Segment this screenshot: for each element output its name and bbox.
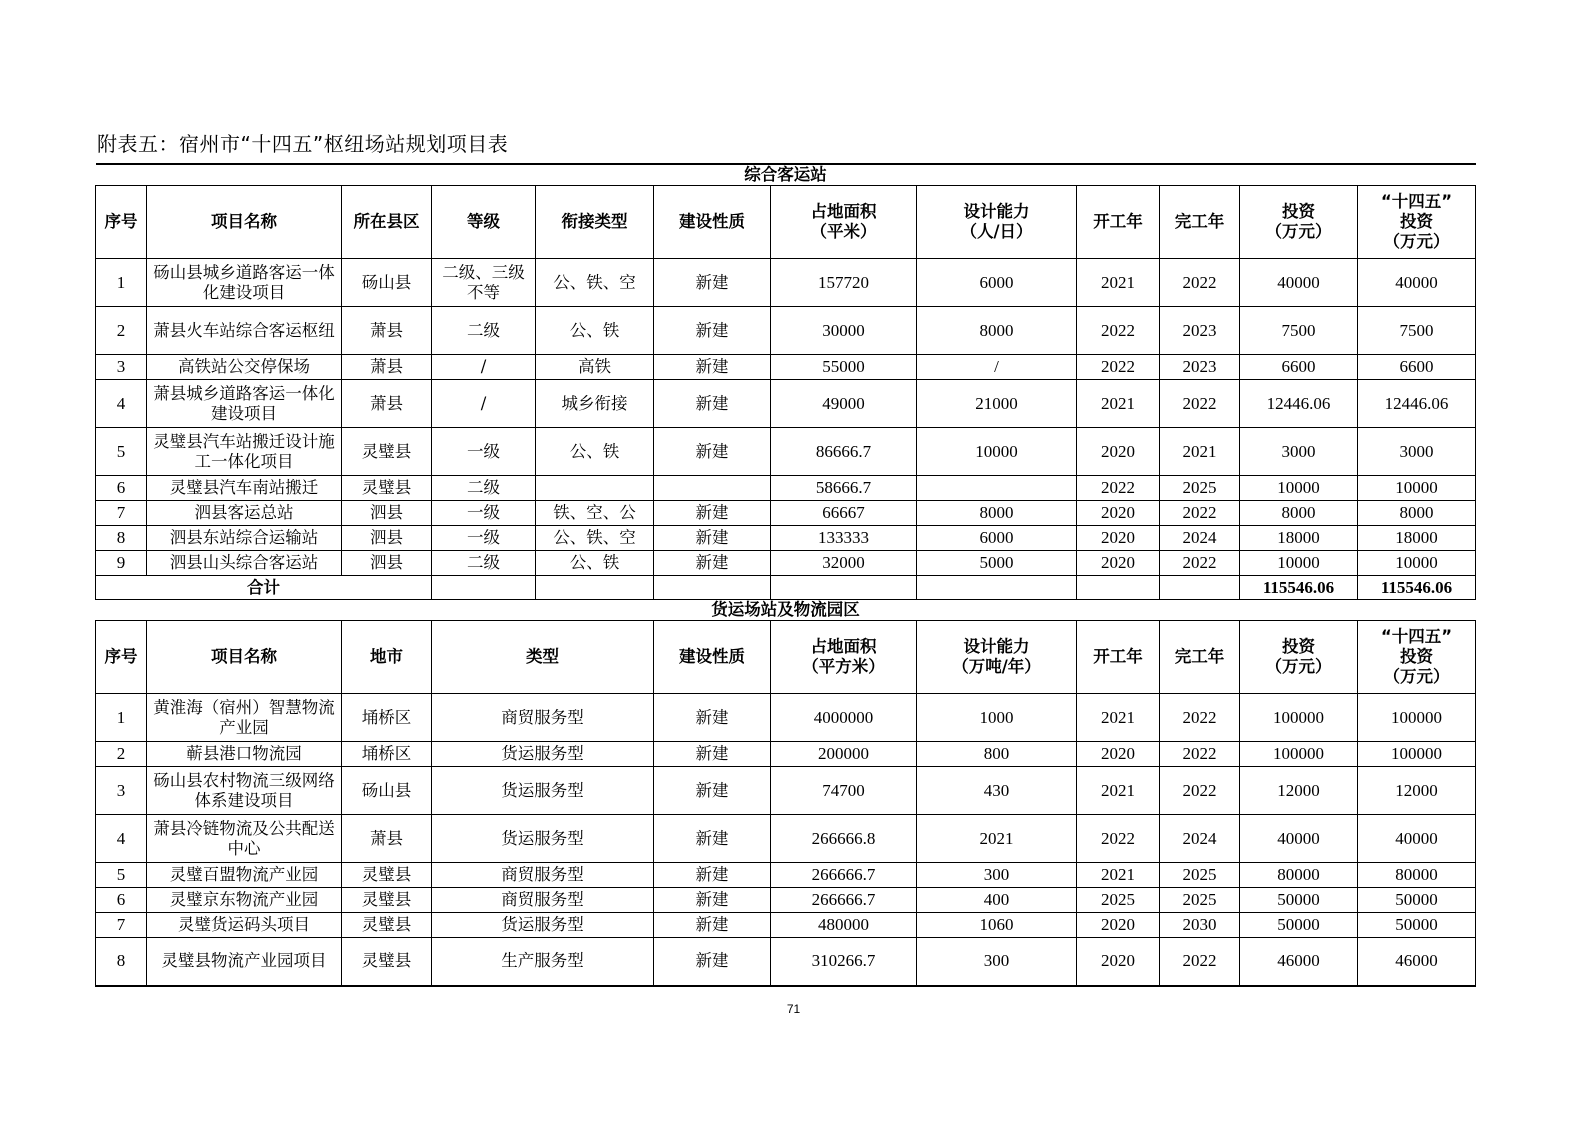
table-cell: 10000 [1358, 476, 1476, 501]
table-cell: 灵璧县 [342, 888, 432, 913]
table-cell: 一级 [432, 526, 536, 551]
section-heading-row [96, 164, 1476, 186]
table-cell: 高铁站公交停保场 [147, 355, 342, 380]
table-cell: 157720 [771, 259, 917, 307]
table-cell: 2022 [1160, 767, 1240, 815]
table-cell: 2022 [1077, 307, 1160, 355]
table-cell: 40000 [1240, 815, 1358, 863]
table-cell: 300 [917, 863, 1077, 888]
table-cell: 40000 [1358, 259, 1476, 307]
column-header: 占地面积 （平米） [771, 186, 917, 259]
table-cell: 萧县 [342, 355, 432, 380]
column-header: 衔接类型 [536, 186, 654, 259]
table-cell: 5 [96, 428, 147, 476]
table-cell: 埇桥区 [342, 742, 432, 767]
table-cell: 城乡衔接 [536, 380, 654, 428]
column-header: 地市 [342, 621, 432, 694]
table-cell: 10000 [1240, 551, 1358, 576]
table-cell: 泗县 [342, 526, 432, 551]
table-cell: 公、铁、空 [536, 259, 654, 307]
column-header: 开工年 [1077, 621, 1160, 694]
table-cell: 灵璧县 [342, 428, 432, 476]
column-header: 投资 （万元） [1240, 186, 1358, 259]
table-cell: 80000 [1358, 863, 1476, 888]
table-cell: 新建 [654, 551, 771, 576]
table-cell: 5000 [917, 551, 1077, 576]
table-cell: 2022 [1160, 551, 1240, 576]
table-cell: 10000 [917, 428, 1077, 476]
table-cell: 7 [96, 913, 147, 938]
table-cell: 2020 [1077, 742, 1160, 767]
column-header: 项目名称 [147, 621, 342, 694]
table-cell: 50000 [1240, 913, 1358, 938]
table-cell: 萧县城乡道路客运一体化建设项目 [147, 380, 342, 428]
header-row [96, 186, 1476, 259]
table-cell: 二级 [432, 476, 536, 501]
table-cell: 公、铁 [536, 307, 654, 355]
total-row [96, 576, 1476, 600]
table-cell: 46000 [1240, 938, 1358, 986]
table-cell [654, 476, 771, 501]
table-cell: 新建 [654, 938, 771, 986]
table-cell: 480000 [771, 913, 917, 938]
table-cell: 4 [96, 380, 147, 428]
table-cell: 砀山县农村物流三级网络体系建设项目 [147, 767, 342, 815]
table-cell: 公、铁 [536, 428, 654, 476]
table-cell: 12446.06 [1240, 380, 1358, 428]
table-cell: 泗县 [342, 551, 432, 576]
table-cell: 266666.8 [771, 815, 917, 863]
table-cell: 萧县火车站综合客运枢纽 [147, 307, 342, 355]
table-cell: 80000 [1240, 863, 1358, 888]
table-cell: 2022 [1160, 259, 1240, 307]
empty-cell [917, 576, 1077, 600]
table-cell: 10000 [1240, 476, 1358, 501]
table-cell: 砀山县 [342, 767, 432, 815]
column-header: 开工年 [1077, 186, 1160, 259]
table-cell: 40000 [1358, 815, 1476, 863]
table-cell: 46000 [1358, 938, 1476, 986]
table-cell: 200000 [771, 742, 917, 767]
table-cell: 萧县 [342, 815, 432, 863]
table-cell: 灵璧县 [342, 863, 432, 888]
table-row [96, 307, 1476, 355]
column-header: 类型 [432, 621, 654, 694]
table-cell: 新建 [654, 863, 771, 888]
table-cell: 4000000 [771, 694, 917, 742]
table-cell: 新建 [654, 355, 771, 380]
table-cell: 泗县客运总站 [147, 501, 342, 526]
table-cell: 74700 [771, 767, 917, 815]
column-header: 完工年 [1160, 621, 1240, 694]
table-cell: 2020 [1077, 526, 1160, 551]
table-cell: 新建 [654, 815, 771, 863]
table-cell: 1 [96, 694, 147, 742]
table-cell: 二级、三级不等 [432, 259, 536, 307]
table-cell: 2022 [1077, 355, 1160, 380]
table-row [96, 694, 1476, 742]
table-cell: 2022 [1160, 742, 1240, 767]
column-header: “十四五” 投资 （万元） [1358, 621, 1476, 694]
table-cell: 2020 [1077, 938, 1160, 986]
table-cell: 8000 [1358, 501, 1476, 526]
section-heading-row [96, 600, 1476, 621]
table-cell: 商贸服务型 [432, 888, 654, 913]
table-cell: 新建 [654, 888, 771, 913]
empty-cell [1077, 576, 1160, 600]
table-cell: 10000 [1358, 551, 1476, 576]
column-header: 建设性质 [654, 186, 771, 259]
column-header: 设计能力 （万吨/年） [917, 621, 1077, 694]
table-cell: 砀山县城乡道路客运一体化建设项目 [147, 259, 342, 307]
table-cell: 50000 [1358, 888, 1476, 913]
table-cell: 18000 [1358, 526, 1476, 551]
table-cell: 砀山县 [342, 259, 432, 307]
table-cell: 2020 [1077, 913, 1160, 938]
table-cell: 2022 [1077, 476, 1160, 501]
table-cell [917, 476, 1077, 501]
freight-section [96, 600, 1476, 986]
table-cell: 6 [96, 476, 147, 501]
table-cell: 新建 [654, 742, 771, 767]
header-row [96, 621, 1476, 694]
table-row [96, 888, 1476, 913]
table-cell: 8000 [1240, 501, 1358, 526]
table-cell: 2021 [1077, 259, 1160, 307]
table-cell: 灵璧县汽车南站搬迁 [147, 476, 342, 501]
page-number: 71 [786, 1002, 801, 1016]
table-cell: 泗县 [342, 501, 432, 526]
table-cell: 2020 [1077, 501, 1160, 526]
table-row [96, 526, 1476, 551]
table-cell: 货运服务型 [432, 913, 654, 938]
table-cell: 6 [96, 888, 147, 913]
table-cell: 2 [96, 742, 147, 767]
table-cell: 新建 [654, 913, 771, 938]
table-cell: 49000 [771, 380, 917, 428]
empty-cell [1160, 576, 1240, 600]
table-cell: 18000 [1240, 526, 1358, 551]
table-cell: 新建 [654, 526, 771, 551]
table-cell: 6600 [1358, 355, 1476, 380]
table-cell: 12000 [1358, 767, 1476, 815]
table-cell: 高铁 [536, 355, 654, 380]
table-cell: 商贸服务型 [432, 694, 654, 742]
table-cell: 2024 [1160, 526, 1240, 551]
table-cell: 货运服务型 [432, 742, 654, 767]
column-header: 等级 [432, 186, 536, 259]
table-cell: 灵璧县物流产业园项目 [147, 938, 342, 986]
column-header: 投资 （万元） [1240, 621, 1358, 694]
empty-cell [432, 576, 536, 600]
planning-table [95, 163, 1476, 987]
table-cell: 86666.7 [771, 428, 917, 476]
table-cell: 2020 [1077, 428, 1160, 476]
column-header: 占地面积 （平方米） [771, 621, 917, 694]
table-cell: 2024 [1160, 815, 1240, 863]
table-cell: 100000 [1240, 742, 1358, 767]
table-cell: 2023 [1160, 355, 1240, 380]
table-row [96, 380, 1476, 428]
table-cell: 266666.7 [771, 863, 917, 888]
table-cell: 100000 [1240, 694, 1358, 742]
table-cell: 新建 [654, 694, 771, 742]
table-cell: 公、铁 [536, 551, 654, 576]
table-cell: 新建 [654, 501, 771, 526]
table-row [96, 355, 1476, 380]
column-header: 建设性质 [654, 621, 771, 694]
table-cell: 2021 [1160, 428, 1240, 476]
table-row [96, 501, 1476, 526]
table-cell: 8000 [917, 307, 1077, 355]
table-cell: 5 [96, 863, 147, 888]
table-cell: 2020 [1077, 551, 1160, 576]
table-cell: 新建 [654, 380, 771, 428]
table-cell: 灵璧县 [342, 476, 432, 501]
table-cell: 100000 [1358, 694, 1476, 742]
table-row [96, 938, 1476, 986]
table-cell: 58666.7 [771, 476, 917, 501]
table-cell: 50000 [1240, 888, 1358, 913]
table-cell: 6600 [1240, 355, 1358, 380]
table-cell: 2022 [1160, 501, 1240, 526]
table-cell: / [917, 355, 1077, 380]
table-cell: 50000 [1358, 913, 1476, 938]
table-cell: 2022 [1160, 938, 1240, 986]
table-cell: 灵璧县 [342, 938, 432, 986]
table-cell: 灵璧货运码头项目 [147, 913, 342, 938]
table-cell: 一级 [432, 501, 536, 526]
empty-cell [536, 576, 654, 600]
table-cell: 生产服务型 [432, 938, 654, 986]
table-cell: 8000 [917, 501, 1077, 526]
table-cell: 货运服务型 [432, 767, 654, 815]
table-cell: 310266.7 [771, 938, 917, 986]
column-header: 完工年 [1160, 186, 1240, 259]
table-cell: 4 [96, 815, 147, 863]
total-invest: 115546.06 [1240, 576, 1358, 600]
table-cell: 7500 [1240, 307, 1358, 355]
table-cell: / [432, 355, 536, 380]
table-row [96, 428, 1476, 476]
table-cell: 2022 [1160, 380, 1240, 428]
table-cell: 新建 [654, 307, 771, 355]
table-row [96, 815, 1476, 863]
table-cell: 蕲县港口物流园 [147, 742, 342, 767]
table-cell: 2023 [1160, 307, 1240, 355]
table-cell: 2030 [1160, 913, 1240, 938]
table-cell: 1 [96, 259, 147, 307]
table-cell: / [432, 380, 536, 428]
table-cell: 12446.06 [1358, 380, 1476, 428]
table-cell: 新建 [654, 259, 771, 307]
table-cell: 灵璧县汽车站搬迁设计施工一体化项目 [147, 428, 342, 476]
table-cell: 400 [917, 888, 1077, 913]
table-cell: 7500 [1358, 307, 1476, 355]
table-cell: 3000 [1358, 428, 1476, 476]
passenger-section [96, 164, 1476, 600]
table-cell: 萧县 [342, 307, 432, 355]
table-cell: 埇桥区 [342, 694, 432, 742]
column-header: “十四五” 投资 （万元） [1358, 186, 1476, 259]
table-cell: 6000 [917, 526, 1077, 551]
table-cell: 2 [96, 307, 147, 355]
empty-cell [654, 576, 771, 600]
total-label: 合计 [96, 576, 432, 600]
table-cell: 货运服务型 [432, 815, 654, 863]
table-cell: 3 [96, 767, 147, 815]
table-cell: 1000 [917, 694, 1077, 742]
table-row [96, 259, 1476, 307]
table-cell: 100000 [1358, 742, 1476, 767]
table-cell: 32000 [771, 551, 917, 576]
column-header: 设计能力 （人/日） [917, 186, 1077, 259]
table-cell: 泗县山头综合客运站 [147, 551, 342, 576]
table-cell: 灵璧县 [342, 913, 432, 938]
column-header: 序号 [96, 621, 147, 694]
table-cell: 萧县冷链物流及公共配送中心 [147, 815, 342, 863]
table-cell: 133333 [771, 526, 917, 551]
table-cell: 2025 [1160, 863, 1240, 888]
table-cell: 12000 [1240, 767, 1358, 815]
section-heading: 货运场站及物流园区 [96, 600, 1476, 621]
table-cell: 2021 [1077, 694, 1160, 742]
table-cell: 2022 [1077, 815, 1160, 863]
table-cell: 300 [917, 938, 1077, 986]
table-cell: 800 [917, 742, 1077, 767]
table-cell: 7 [96, 501, 147, 526]
table-row [96, 476, 1476, 501]
table-cell: 2021 [1077, 863, 1160, 888]
table-cell: 二级 [432, 551, 536, 576]
page-title: 附表五：宿州市“十四五”枢纽场站规划项目表 [97, 132, 509, 156]
table-cell: 新建 [654, 767, 771, 815]
table-cell: 8 [96, 938, 147, 986]
table-row [96, 742, 1476, 767]
table-cell: 商贸服务型 [432, 863, 654, 888]
table-cell: 2021 [1077, 380, 1160, 428]
table-cell: 泗县东站综合运输站 [147, 526, 342, 551]
empty-cell [771, 576, 917, 600]
table-cell: 8 [96, 526, 147, 551]
table-cell: 2025 [1160, 476, 1240, 501]
section-heading: 综合客运站 [96, 164, 1476, 186]
table-cell: 21000 [917, 380, 1077, 428]
table-cell: 430 [917, 767, 1077, 815]
table-row [96, 913, 1476, 938]
table-cell: 二级 [432, 307, 536, 355]
table-cell: 266666.7 [771, 888, 917, 913]
table-cell: 黄淮海（宿州）智慧物流产业园 [147, 694, 342, 742]
planning-table-container [95, 163, 1475, 987]
table-cell: 3000 [1240, 428, 1358, 476]
table-cell: 萧县 [342, 380, 432, 428]
table-cell: 3 [96, 355, 147, 380]
table-cell: 6000 [917, 259, 1077, 307]
table-cell: 1060 [917, 913, 1077, 938]
column-header: 所在县区 [342, 186, 432, 259]
table-cell: 铁、空、公 [536, 501, 654, 526]
column-header: 项目名称 [147, 186, 342, 259]
table-cell: 2025 [1077, 888, 1160, 913]
table-row [96, 767, 1476, 815]
table-cell: 一级 [432, 428, 536, 476]
table-cell: 9 [96, 551, 147, 576]
table-cell: 灵璧京东物流产业园 [147, 888, 342, 913]
table-cell: 2021 [1077, 767, 1160, 815]
table-cell: 66667 [771, 501, 917, 526]
table-cell: 55000 [771, 355, 917, 380]
total-invest-1405: 115546.06 [1358, 576, 1476, 600]
table-cell: 灵璧百盟物流产业园 [147, 863, 342, 888]
table-cell: 公、铁、空 [536, 526, 654, 551]
table-row [96, 551, 1476, 576]
table-cell: 30000 [771, 307, 917, 355]
table-row [96, 863, 1476, 888]
table-cell: 2021 [917, 815, 1077, 863]
table-cell: 2022 [1160, 694, 1240, 742]
table-cell: 40000 [1240, 259, 1358, 307]
table-cell: 新建 [654, 428, 771, 476]
table-cell [536, 476, 654, 501]
column-header: 序号 [96, 186, 147, 259]
table-cell: 2025 [1160, 888, 1240, 913]
